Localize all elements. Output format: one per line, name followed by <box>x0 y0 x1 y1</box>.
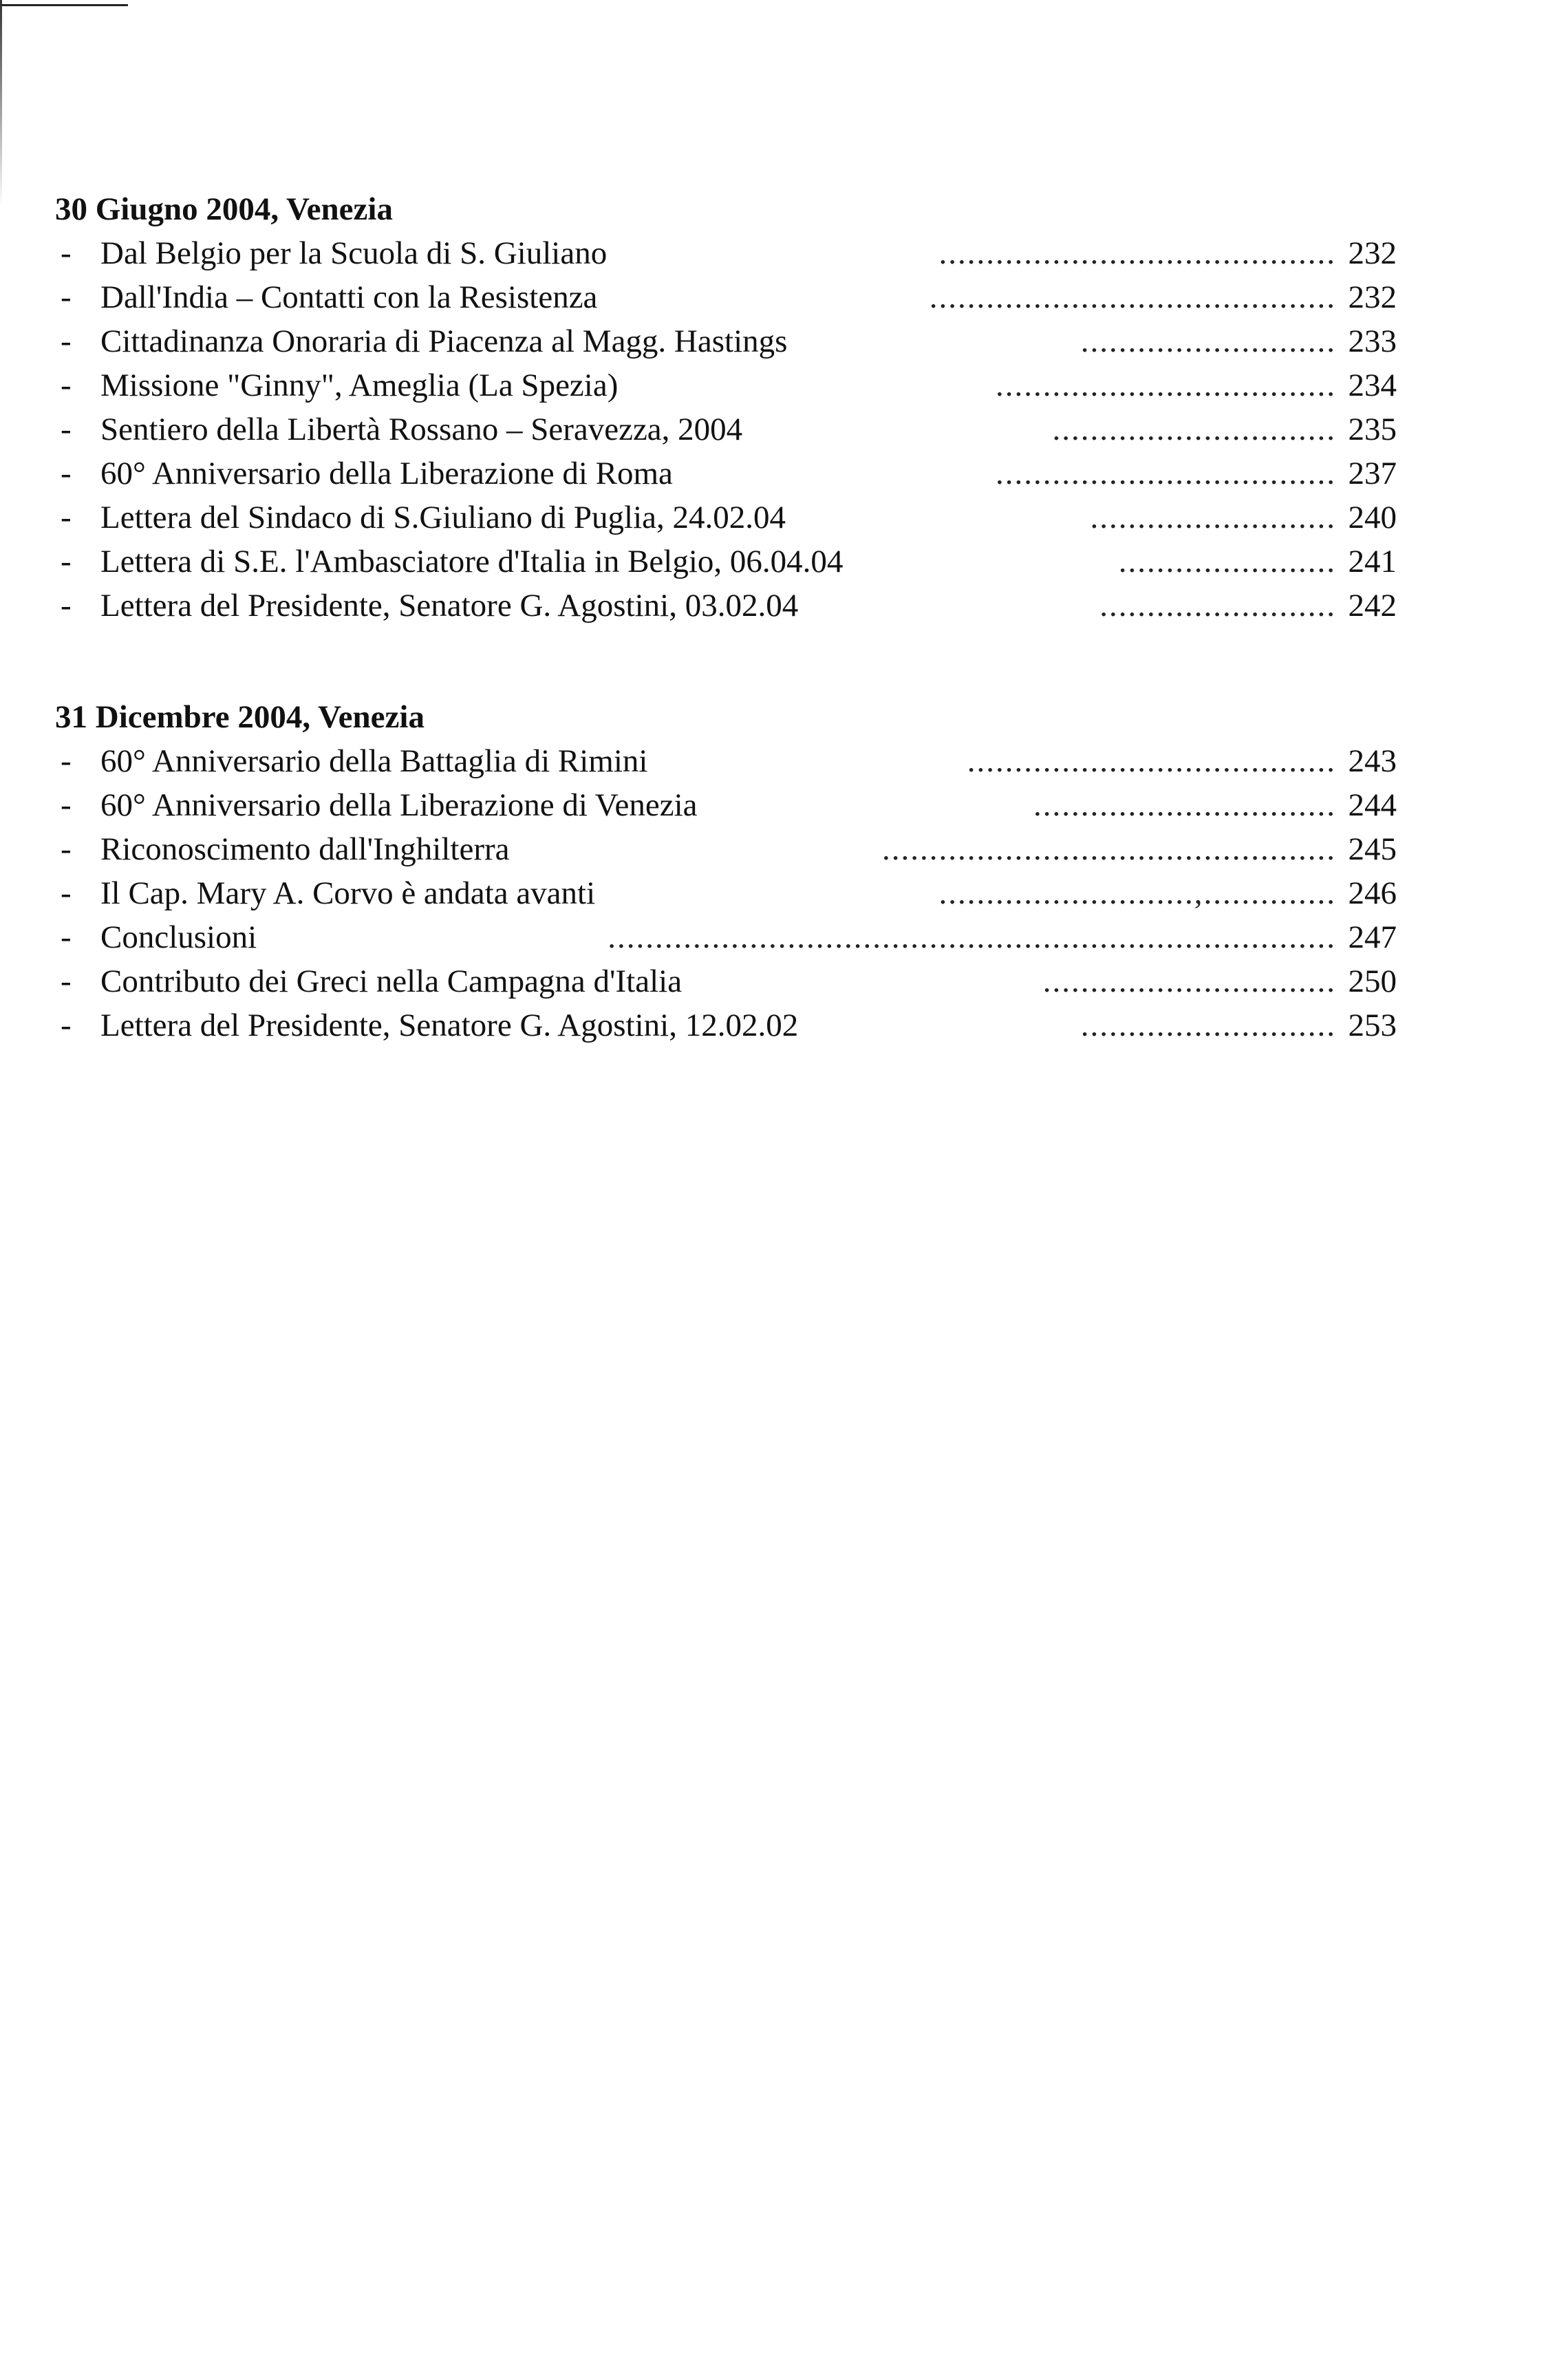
entry-title: 60° Anniversario della Battaglia di Rimini <box>100 743 648 779</box>
entry-title: Riconoscimento dall'Inghilterra <box>100 831 510 867</box>
entry-title: 60° Anniversario della Liberazione di Roma <box>100 456 673 491</box>
entry-title: Il Cap. Mary A. Corvo è andata avanti <box>100 875 596 911</box>
toc-entry <box>55 231 1397 275</box>
entry-page-number: 250 <box>1348 963 1397 999</box>
dot-leader: ....................................... <box>967 743 1336 779</box>
entry-bullet: - <box>61 1008 72 1043</box>
entry-page-number: 235 <box>1348 412 1397 447</box>
entry-page-number: 244 <box>1348 787 1397 823</box>
entry-page-number: 242 <box>1348 588 1397 624</box>
entry-bullet: - <box>61 235 72 271</box>
entry-title: Contributo dei Greci nella Campagna d'Italia <box>100 963 683 999</box>
dot-leader: ........................................... <box>929 279 1336 315</box>
entry-bullet: - <box>61 919 72 955</box>
toc-entry <box>55 1003 1397 1047</box>
dot-leader: .................................... <box>996 367 1336 403</box>
entry-bullet: - <box>61 831 72 867</box>
entry-page-number: 246 <box>1348 875 1397 911</box>
section-heading: 31 Dicembre 2004, Venezia <box>55 699 425 735</box>
entry-title: Dall'India – Contatti con la Resistenza <box>100 279 598 315</box>
toc-entry <box>55 871 1397 915</box>
section-heading: 30 Giugno 2004, Venezia <box>55 191 393 227</box>
toc-entry <box>55 584 1397 628</box>
toc-section-june-2004 <box>55 187 1397 628</box>
dot-leader: ........................... <box>1080 1008 1336 1043</box>
entry-page-number: 234 <box>1348 367 1397 403</box>
entry-title: Lettera del Presidente, Senatore G. Agostini, 12.02.02 <box>100 1008 799 1043</box>
dot-leader: ....................... <box>1118 544 1336 579</box>
entry-page-number: 247 <box>1348 919 1397 955</box>
scan-edge-shadow <box>0 0 2 206</box>
dot-leader: .................................... <box>996 456 1336 491</box>
toc-entry <box>55 363 1397 407</box>
entry-page-number: 232 <box>1348 235 1397 271</box>
dot-leader: .......................... <box>1090 500 1336 535</box>
entry-title: Conclusioni <box>100 919 257 955</box>
entry-page-number: 253 <box>1348 1008 1397 1043</box>
toc-entry <box>55 275 1397 319</box>
toc-entry <box>55 540 1397 584</box>
entry-bullet: - <box>61 367 72 403</box>
dot-leader: ........................... <box>1080 323 1336 359</box>
entry-bullet: - <box>61 544 72 579</box>
toc-section-december-2004 <box>55 695 1397 1047</box>
dot-leader: ......................... <box>1099 588 1336 624</box>
dot-leader: ............................................................................. <box>608 919 1336 955</box>
dot-leader: ............................... <box>1042 963 1336 999</box>
entry-page-number: 233 <box>1348 323 1397 359</box>
toc-entry <box>55 451 1397 495</box>
entry-page-number: 245 <box>1348 831 1397 867</box>
entry-bullet: - <box>61 743 72 779</box>
toc-entry <box>55 495 1397 540</box>
entry-bullet: - <box>61 500 72 535</box>
entry-bullet: - <box>61 279 72 315</box>
entry-title: Lettera di S.E. l'Ambasciatore d'Italia in Belgio, 06.04.04 <box>100 544 844 579</box>
entry-title: Dal Belgio per la Scuola di S. Giuliano <box>100 235 608 271</box>
entry-bullet: - <box>61 963 72 999</box>
toc-entry <box>55 827 1397 871</box>
entry-title: Sentiero della Libertà Rossano – Seravezza, 2004 <box>100 412 743 447</box>
entry-bullet: - <box>61 787 72 823</box>
entry-title: Lettera del Presidente, Senatore G. Agostini, 03.02.04 <box>100 588 799 624</box>
toc-entry <box>55 915 1397 959</box>
entry-page-number: 241 <box>1348 544 1397 579</box>
entry-title: 60° Anniversario della Liberazione di Venezia <box>100 787 698 823</box>
toc-entry <box>55 739 1397 783</box>
toc-entry <box>55 959 1397 1003</box>
dot-leader: .............................. <box>1052 412 1336 447</box>
entry-bullet: - <box>61 875 72 911</box>
entry-page-number: 243 <box>1348 743 1397 779</box>
toc-entry <box>55 407 1397 451</box>
entry-title: Lettera del Sindaco di S.Giuliano di Puglia, 24.02.04 <box>100 500 786 535</box>
dot-leader: .......................................... <box>938 235 1336 271</box>
entry-page-number: 237 <box>1348 456 1397 491</box>
dot-leader: ................................ <box>1033 787 1336 823</box>
entry-page-number: 232 <box>1348 279 1397 315</box>
entry-title: Missione "Ginny", Ameglia (La Spezia) <box>100 367 619 403</box>
entry-title: Cittadinanza Onoraria di Piacenza al Magg. Hastings <box>100 323 788 359</box>
scan-edge-mark <box>0 4 128 6</box>
dot-leader: ................................................ <box>882 831 1336 867</box>
entry-bullet: - <box>61 588 72 624</box>
entry-bullet: - <box>61 412 72 447</box>
dot-leader: ...........................,.............. <box>938 875 1336 911</box>
entry-page-number: 240 <box>1348 500 1397 535</box>
entry-bullet: - <box>61 456 72 491</box>
entry-bullet: - <box>61 323 72 359</box>
toc-entry <box>55 319 1397 363</box>
toc-entry <box>55 783 1397 827</box>
